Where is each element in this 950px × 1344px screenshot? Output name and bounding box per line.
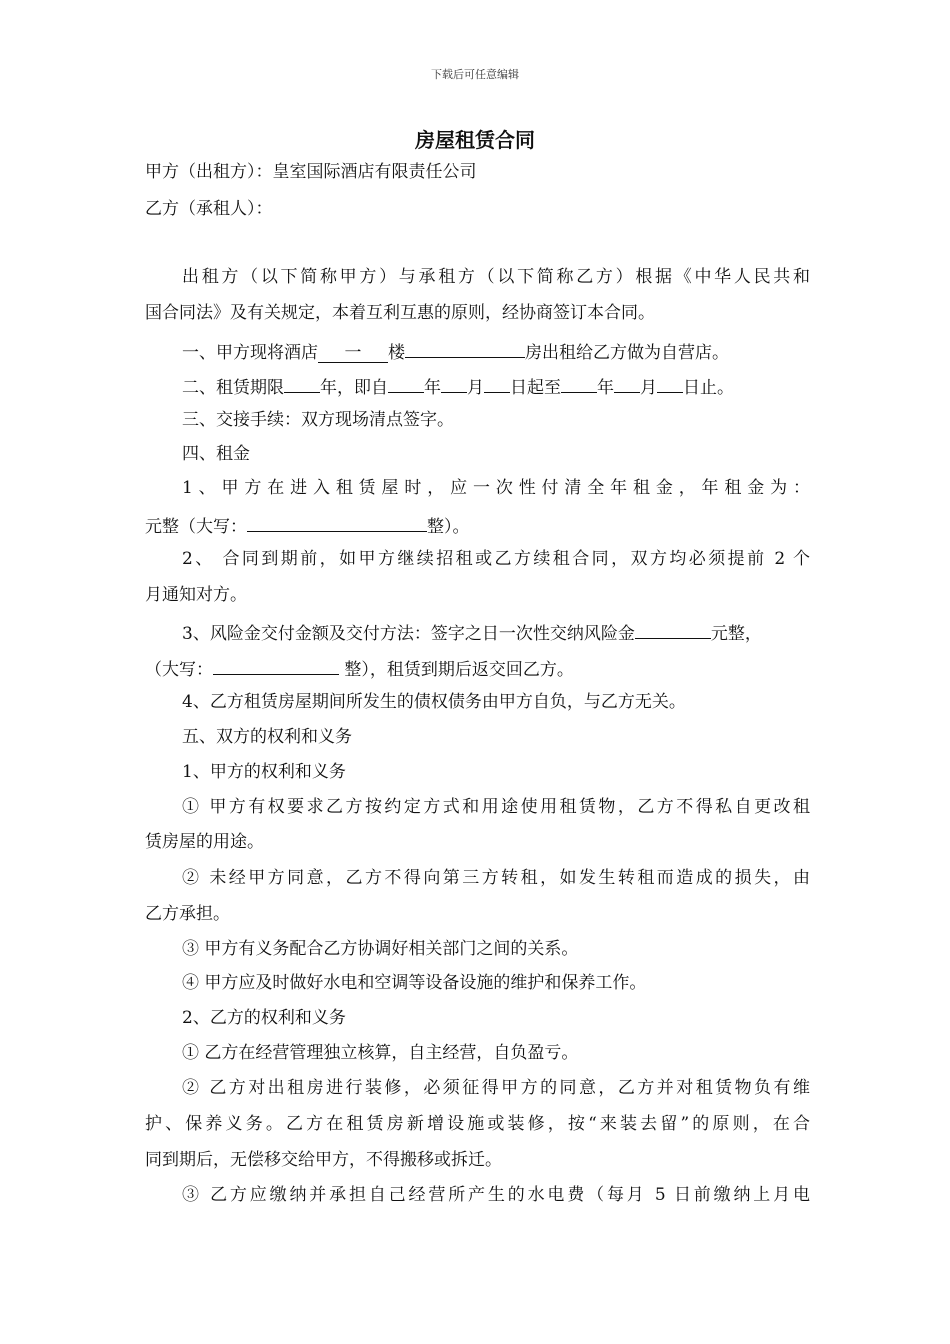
document-title: 房屋租赁合同 — [415, 128, 535, 152]
rent-3-text-a: 3、风险金交付金额及交付方法：签字之日一次性交纳风险金 — [182, 624, 635, 644]
start-day-blank — [484, 374, 510, 393]
party-a-item-3: ③ 甲方有义务配合乙方协调好相关部门之间的关系。 — [182, 939, 579, 959]
clause-2-text-f: 年 — [597, 378, 614, 398]
party-a: 甲方（出租方）：皇室国际酒店有限责任公司 — [145, 162, 477, 182]
clause-2-text-e: 日起至 — [510, 378, 561, 398]
clause-2-text-a: 二、租赁期限 — [182, 378, 284, 398]
clause-3: 三、交接手续：双方现场清点签字。 — [182, 410, 454, 430]
clause-2-text-d: 月 — [467, 378, 484, 398]
rent-2-line-1: 2、 合同到期前，如甲方继续招租或乙方续租合同，双方均必须提前 2 个 — [182, 549, 810, 569]
party-a-item-1-line-2: 赁房屋的用途。 — [145, 832, 264, 852]
years-blank — [284, 374, 320, 393]
floor-blank: 一 — [318, 344, 388, 363]
rent-3-line-2 — [145, 656, 810, 681]
party-a-item-2-line-1: ② 未经甲方同意，乙方不得向第三方转租，如发生转租而造成的损失，由 — [182, 868, 810, 888]
clause-1-text-a: 一、甲方现将酒店 — [182, 343, 318, 363]
party-b: 乙方（承租人）： — [145, 199, 273, 219]
clause-1-text-c: 房出租给乙方做为自营店。 — [525, 343, 729, 363]
end-month-blank — [614, 374, 640, 393]
clause-4: 四、租金 — [182, 444, 250, 464]
deposit-blank — [635, 620, 711, 639]
deposit-words-blank — [213, 656, 339, 675]
end-year-blank — [561, 374, 597, 393]
rent-2-line-2: 月通知对方。 — [145, 585, 247, 605]
end-day-blank — [657, 374, 683, 393]
party-b-item-2-line-2: 护、保养义务。乙方在租赁房新增设施或装修，按“来装去留”的原则，在合 — [145, 1114, 810, 1134]
rent-amount-blank — [247, 513, 427, 532]
rent-1-text-a: 元整（大写： — [145, 517, 247, 537]
party-b-rights-title: 2、乙方的权利和义务 — [182, 1008, 346, 1028]
clause-2 — [182, 374, 810, 399]
page-header: 下载后可任意编辑 — [431, 68, 519, 81]
party-b-item-1: ① 乙方在经营管理独立核算，自主经营，自负盈亏。 — [182, 1043, 579, 1063]
party-b-item-2-line-1: ② 乙方对出租房进行装修，必须征得甲方的同意，乙方并对租赁物负有维 — [182, 1078, 810, 1098]
intro-line-2: 国合同法》及有关规定，本着互利互惠的原则，经协商签订本合同。 — [145, 303, 655, 323]
party-a-rights-title: 1、甲方的权利和义务 — [182, 762, 346, 782]
party-b-item-2-line-3: 同到期后，无偿移交给甲方，不得搬移或拆迁。 — [145, 1150, 502, 1170]
party-a-item-1-line-1: ① 甲方有权要求乙方按约定方式和用途使用租赁物，乙方不得私自更改租 — [182, 797, 810, 817]
clause-2-text-c: 年 — [424, 378, 441, 398]
rent-3-text-b: 元整， — [710, 624, 762, 644]
rent-4: 4、乙方租赁房屋期间所发生的债权债务由甲方自负，与乙方无关。 — [182, 692, 686, 712]
party-a-item-2-line-2: 乙方承担。 — [145, 904, 230, 924]
room-blank — [405, 339, 525, 358]
party-a-item-4: ④ 甲方应及时做好水电和空调等设备设施的维护和保养工作。 — [182, 973, 647, 993]
start-month-blank — [441, 374, 467, 393]
rent-1-text-b: 整）。 — [427, 517, 470, 537]
clause-2-text-g: 月 — [640, 378, 657, 398]
clause-2-text-h: 日止。 — [683, 378, 734, 398]
clause-1-text-b: 楼 — [388, 343, 405, 363]
rent-3-text-d: 整），租赁到期后返交回乙方。 — [344, 660, 574, 680]
party-b-item-3-line-1: ③ 乙方应缴纳并承担自己经营所产生的水电费（每月 5 日前缴纳上月电 — [182, 1185, 810, 1205]
clause-2-text-b: 年，即自 — [320, 378, 388, 398]
clause-1 — [182, 339, 810, 364]
clause-5: 五、双方的权利和义务 — [182, 727, 352, 747]
rent-1-line-1: 1、甲方在进入租赁屋时，应一次性付清全年租金，年租金为： — [182, 478, 810, 498]
rent-3-text-c: （大写： — [145, 660, 213, 680]
intro-line-1: 出租方（以下简称甲方）与承租方（以下简称乙方）根据《中华人民共和 — [182, 267, 810, 287]
rent-1-line-2 — [145, 513, 810, 538]
rent-3-line-1 — [182, 620, 810, 645]
start-year-blank — [388, 374, 424, 393]
